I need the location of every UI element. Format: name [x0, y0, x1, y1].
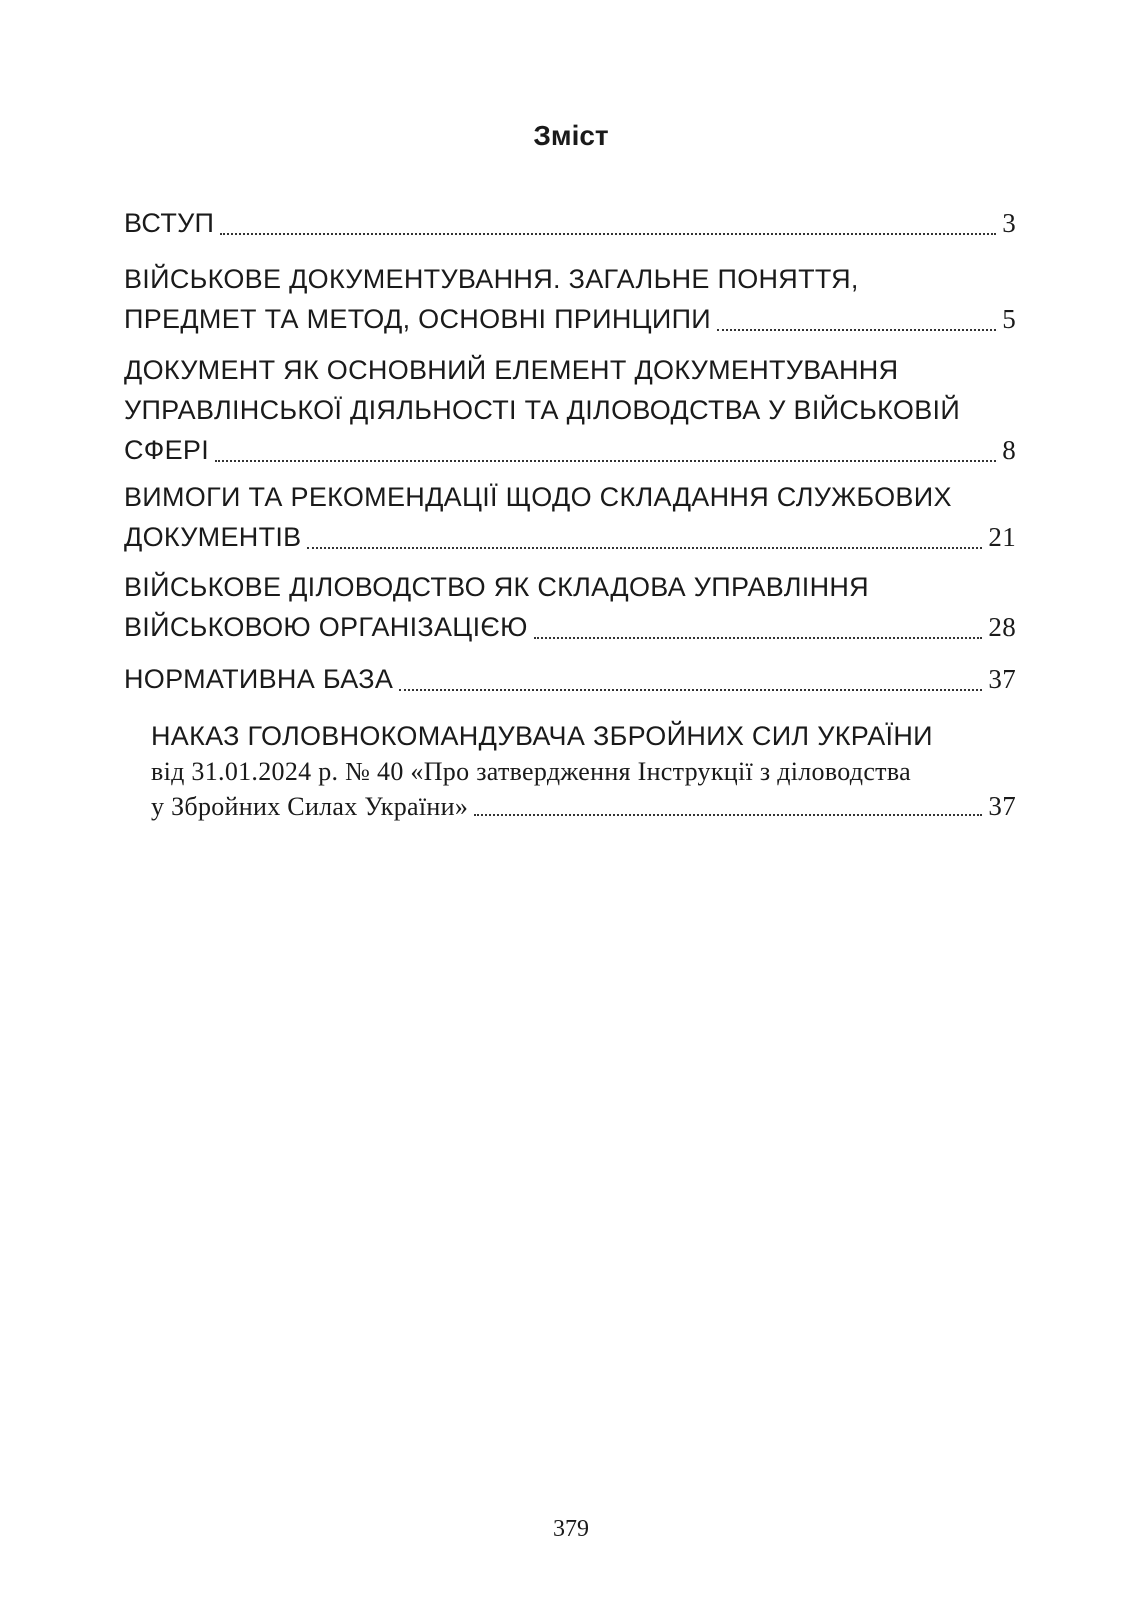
toc-entry-title: ДОКУМЕНТІВ	[124, 522, 302, 552]
toc-entry-military-records[interactable]	[124, 567, 1016, 647]
toc-entry-intro[interactable]	[124, 203, 1016, 243]
toc-entry-title: УПРАВЛІНСЬКОЇ ДІЯЛЬНОСТІ ТА ДІЛОВОДСТВА У ВІЙСЬКОВІЙ	[124, 395, 961, 425]
toc-entry-normative-base[interactable]	[124, 659, 1016, 699]
toc-entry-title: ПРЕДМЕТ ТА МЕТОД, ОСНОВНІ ПРИНЦИПИ	[124, 304, 712, 334]
page-footer-number: 379	[553, 1516, 589, 1542]
dot-leader	[717, 329, 996, 331]
toc-subentry-heading: НАКАЗ ГОЛОВНОКОМАНДУВАЧА ЗБРОЙНИХ СИЛ УКРАЇНИ	[151, 721, 933, 751]
toc-subentry-order[interactable]	[151, 717, 1016, 824]
toc-page-number: 8	[1002, 435, 1016, 465]
toc-entry-title: ДОКУМЕНТ ЯК ОСНОВНИЙ ЕЛЕМЕНТ ДОКУМЕНТУВАННЯ	[124, 355, 899, 385]
toc-entry-title: СФЕРІ	[124, 435, 210, 465]
dot-leader	[215, 460, 996, 462]
toc-entry-title: ВСТУП	[124, 208, 215, 238]
toc-entry-requirements[interactable]	[124, 477, 1016, 557]
toc-entry-title: ВІЙСЬКОВЕ ДОКУМЕНТУВАННЯ. ЗАГАЛЬНЕ ПОНЯТТЯ,	[124, 264, 859, 294]
dot-leader	[307, 547, 982, 549]
toc-page-number: 37	[988, 791, 1016, 821]
toc-subentry-text: у Збройних Силах України»	[151, 792, 469, 821]
toc-entry-title: НОРМАТИВНА БАЗА	[124, 664, 394, 694]
toc-page-number: 28	[988, 612, 1016, 642]
page-title: Зміст	[533, 120, 609, 151]
toc-page-number: 3	[1002, 208, 1016, 238]
toc-entry-military-documentation[interactable]	[124, 259, 1016, 339]
toc-subentry-text: від 31.01.2024 р. № 40 «Про затвердження Інструкції з діловодства	[151, 757, 911, 786]
dot-leader	[399, 689, 982, 691]
toc-page-number: 37	[988, 664, 1016, 694]
toc-entry-title: ВІЙСЬКОВЕ ДІЛОВОДСТВО ЯК СКЛАДОВА УПРАВЛІННЯ	[124, 572, 869, 602]
dot-leader	[220, 233, 996, 235]
toc-page-number: 5	[1002, 304, 1016, 334]
toc-page-number: 21	[988, 522, 1016, 552]
toc-entry-title: ВИМОГИ ТА РЕКОМЕНДАЦІЇ ЩОДО СКЛАДАННЯ СЛУЖБОВИХ	[124, 482, 952, 512]
dot-leader	[534, 637, 983, 639]
toc-entry-document-element[interactable]	[124, 350, 1016, 470]
dot-leader	[474, 814, 982, 816]
toc-entry-title: ВІЙСЬКОВОЮ ОРГАНІЗАЦІЄЮ	[124, 612, 528, 642]
